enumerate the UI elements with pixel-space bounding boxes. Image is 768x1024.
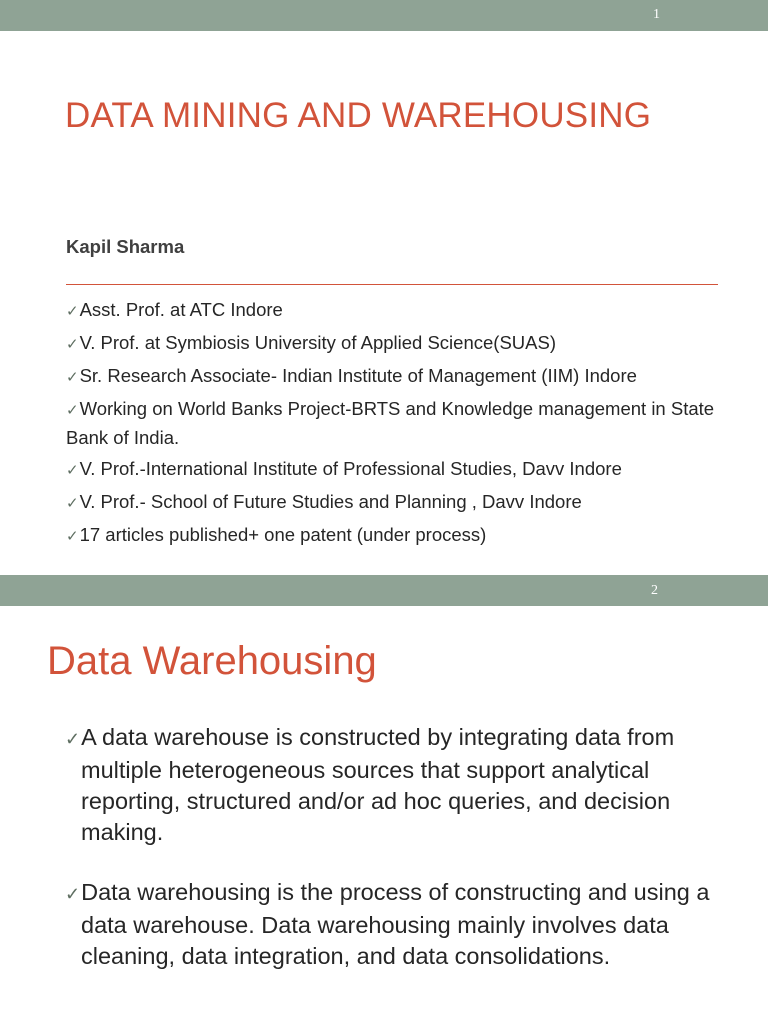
author-name: Kapil Sharma <box>66 236 185 257</box>
list-item: ✓Data warehousing is the process of constructing and using a data warehouse. Data warehousing mainly involves data cleaning, data integration, and data consolidations. <box>65 879 710 969</box>
list-item: ✓V. Prof.-International Institute of Professional Studies, Davv Indore <box>66 458 622 479</box>
slide-2 <box>0 575 768 1024</box>
slide-number: 2 <box>651 583 658 598</box>
slide-header-bar <box>0 575 768 606</box>
slide-title: Data Warehousing <box>47 639 377 683</box>
check-mark-icon: ✓ <box>66 528 79 545</box>
check-mark-icon: ✓ <box>66 303 79 320</box>
list-item: ✓V. Prof.- School of Future Studies and Planning , Davv Indore <box>66 491 582 512</box>
content-list <box>65 722 725 1001</box>
check-mark-icon: ✓ <box>66 462 79 479</box>
check-mark-icon: ✓ <box>66 369 79 386</box>
list-item: ✓Asst. Prof. at ATC Indore <box>66 299 283 320</box>
check-mark-icon: ✓ <box>66 402 79 419</box>
check-mark-icon: ✓ <box>65 729 81 749</box>
list-item: ✓Sr. Research Associate- Indian Institute of Management (IIM) Indore <box>66 365 637 386</box>
list-item: ✓Working on World Banks Project-BRTS and Knowledge management in State Bank of India. <box>66 398 715 448</box>
list-item: ✓A data warehouse is constructed by integrating data from multiple heterogeneous sources that support analytical reporting, structured and/or ad hoc queries, and decision making. <box>65 724 675 845</box>
list-item: ✓V. Prof. at Symbiosis University of Applied Science(SUAS) <box>66 332 556 353</box>
check-mark-icon: ✓ <box>65 884 81 904</box>
list-item: ✓17 articles published+ one patent (under process) <box>66 524 487 545</box>
title-divider <box>66 284 718 285</box>
slide-number: 1 <box>653 7 660 22</box>
check-mark-icon: ✓ <box>66 336 79 353</box>
check-mark-icon: ✓ <box>66 495 79 512</box>
slide-header-bar <box>0 0 768 31</box>
bio-list <box>66 296 746 554</box>
slide-title: DATA MINING AND WAREHOUSING <box>65 96 652 135</box>
